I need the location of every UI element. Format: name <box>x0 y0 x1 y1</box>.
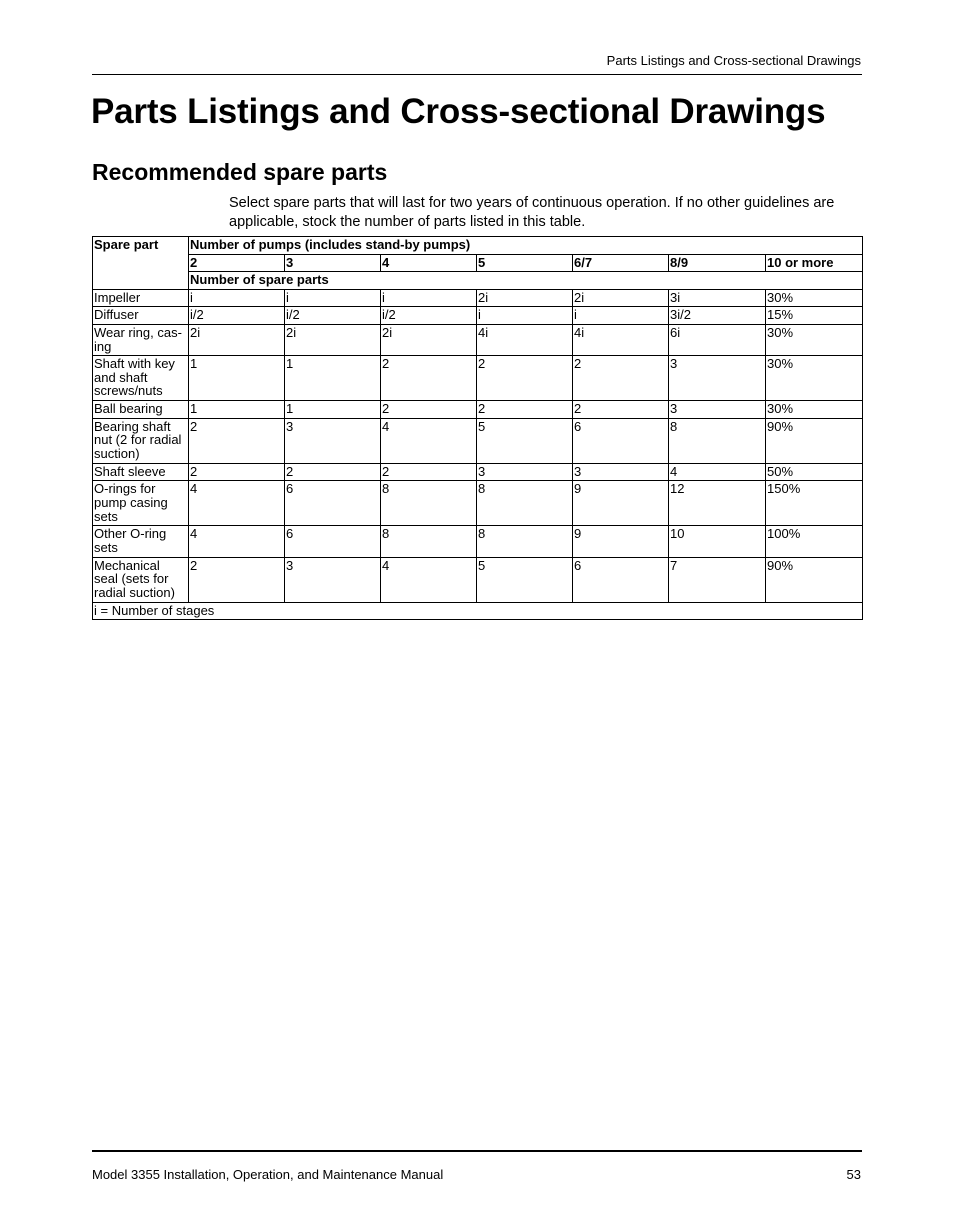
table-cell: 8 <box>669 418 766 463</box>
page-title: Parts Listings and Cross-sectional Drawings <box>91 92 826 131</box>
header-rule <box>92 74 862 75</box>
table-cell: 30% <box>766 356 863 401</box>
table-note: i = Number of stages <box>93 602 863 620</box>
table-row <box>93 307 863 325</box>
table-cell: i/2 <box>285 307 381 325</box>
table-cell: 3 <box>669 401 766 419</box>
part-name: Impeller <box>93 289 189 307</box>
table-cell: 2i <box>189 324 285 355</box>
footer-rule <box>92 1150 862 1152</box>
table-cell: 6 <box>573 557 669 602</box>
part-name: Diffuser <box>93 307 189 325</box>
table-row <box>93 557 863 602</box>
pump-count-header: 4 <box>381 254 477 272</box>
table-cell: 2 <box>381 356 477 401</box>
part-name: Mechanical seal (sets for radial suction) <box>93 557 189 602</box>
table-cell: 7 <box>669 557 766 602</box>
table-cell: 150% <box>766 481 863 526</box>
intro-paragraph: Select spare parts that will last for two years of continuous operation. If no other guidelines are applicable, stock the number of parts listed in this table. <box>229 195 835 230</box>
table-cell: 8 <box>381 481 477 526</box>
table-cell: 1 <box>189 401 285 419</box>
running-header: Parts Listings and Cross-sectional Drawings <box>606 53 861 68</box>
table-row <box>93 481 863 526</box>
table-cell: 2 <box>189 418 285 463</box>
table-cell: 2 <box>477 401 573 419</box>
pump-count-header: 2 <box>189 254 285 272</box>
table-cell: 8 <box>477 481 573 526</box>
table-cell: i <box>189 289 285 307</box>
table-cell: 6 <box>285 481 381 526</box>
section-title: Recommended spare parts <box>92 159 388 185</box>
table-cell: 90% <box>766 418 863 463</box>
part-name: Shaft sleeve <box>93 463 189 481</box>
pump-count-header: 5 <box>477 254 573 272</box>
table-cell: 9 <box>573 526 669 557</box>
table-cell: 3 <box>477 463 573 481</box>
table-cell: 10 <box>669 526 766 557</box>
pump-count-header-row <box>93 254 863 272</box>
table-cell: 8 <box>477 526 573 557</box>
header-spare-part: Spare part <box>93 237 189 290</box>
spare-parts-table <box>92 236 863 620</box>
table-cell: 2i <box>477 289 573 307</box>
table-cell: 2 <box>573 356 669 401</box>
table-cell: 6 <box>573 418 669 463</box>
table-cell: 2 <box>189 463 285 481</box>
table-cell: 4i <box>573 324 669 355</box>
table-cell: 2i <box>573 289 669 307</box>
table-cell: i <box>285 289 381 307</box>
footer-manual-title: Model 3355 Installation, Operation, and Maintenance Manual <box>92 1167 444 1182</box>
table-cell: 4i <box>477 324 573 355</box>
table-cell: 3 <box>573 463 669 481</box>
table-cell: 9 <box>573 481 669 526</box>
table-cell: 2 <box>477 356 573 401</box>
table-row <box>93 324 863 355</box>
part-name: Other O-ring sets <box>93 526 189 557</box>
part-name: Bearing shaft nut (2 for radial suction) <box>93 418 189 463</box>
part-name: Ball bearing <box>93 401 189 419</box>
table-cell: 3 <box>669 356 766 401</box>
table-cell: 1 <box>285 401 381 419</box>
table-row <box>93 526 863 557</box>
table-row <box>93 289 863 307</box>
header-number-of-spare-parts: Number of spare parts <box>189 272 863 290</box>
table-cell: 3i <box>669 289 766 307</box>
table-cell: 2 <box>285 463 381 481</box>
table-cell: 12 <box>669 481 766 526</box>
table-cell: 6 <box>285 526 381 557</box>
table-row <box>93 463 863 481</box>
table-cell: 90% <box>766 557 863 602</box>
table-cell: 2i <box>285 324 381 355</box>
table-cell: 8 <box>381 526 477 557</box>
pump-count-header: 10 or more <box>766 254 863 272</box>
table-cell: 1 <box>189 356 285 401</box>
table-cell: i/2 <box>381 307 477 325</box>
table-cell: 3 <box>285 418 381 463</box>
table-cell: 2i <box>381 324 477 355</box>
table-cell: 3i/2 <box>669 307 766 325</box>
table-cell: 2 <box>381 401 477 419</box>
table-cell: 50% <box>766 463 863 481</box>
table-cell: 100% <box>766 526 863 557</box>
header-number-of-pumps: Number of pumps (includes stand-by pumps) <box>189 237 863 255</box>
part-name: Wear ring, cas-ing <box>93 324 189 355</box>
table-row <box>93 356 863 401</box>
table-cell: 4 <box>669 463 766 481</box>
part-name: Shaft with key and shaft screws/nuts <box>93 356 189 401</box>
page-number: 53 <box>846 1167 861 1182</box>
table-cell: 30% <box>766 289 863 307</box>
table-cell: 4 <box>189 526 285 557</box>
table-cell: 5 <box>477 418 573 463</box>
table-cell: i/2 <box>189 307 285 325</box>
pump-count-header: 6/7 <box>573 254 669 272</box>
pump-count-header: 3 <box>285 254 381 272</box>
table-row <box>93 418 863 463</box>
table-cell: 4 <box>381 418 477 463</box>
table-cell: 30% <box>766 324 863 355</box>
pump-count-header: 8/9 <box>669 254 766 272</box>
part-name: O-rings for pump casing sets <box>93 481 189 526</box>
table-cell: i <box>573 307 669 325</box>
table-cell: 2 <box>189 557 285 602</box>
table-row <box>93 401 863 419</box>
table-cell: 30% <box>766 401 863 419</box>
table-cell: 4 <box>381 557 477 602</box>
table-cell: 2 <box>381 463 477 481</box>
table-cell: 5 <box>477 557 573 602</box>
table-cell: i <box>381 289 477 307</box>
table-cell: 4 <box>189 481 285 526</box>
table-cell: 1 <box>285 356 381 401</box>
table-cell: i <box>477 307 573 325</box>
table-cell: 3 <box>285 557 381 602</box>
table-cell: 15% <box>766 307 863 325</box>
table-cell: 2 <box>573 401 669 419</box>
table-cell: 6i <box>669 324 766 355</box>
